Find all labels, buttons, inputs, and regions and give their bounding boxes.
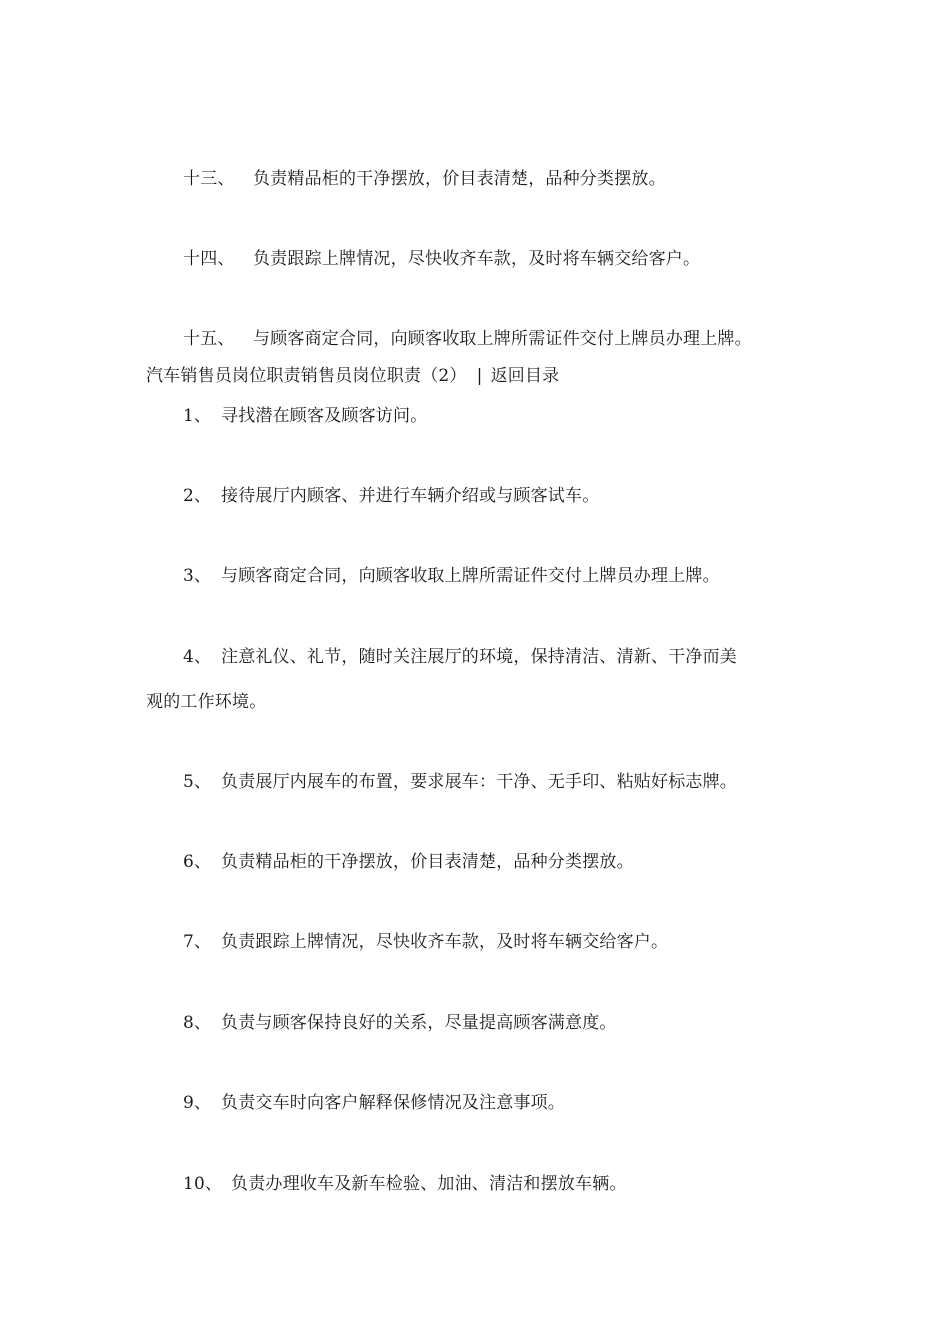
item-number: 10、 <box>183 1174 223 1194</box>
list-item <box>183 247 700 271</box>
list-item <box>183 564 720 588</box>
item-text: 负责精品柜的干净摆放，价目表清楚，品种分类摆放。 <box>253 169 666 189</box>
list-item <box>183 167 666 191</box>
item-number: 2、 <box>183 486 212 506</box>
item-text: 与顾客商定合同，向顾客收取上牌所需证件交付上牌员办理上牌。 <box>221 566 720 586</box>
list-item <box>183 1011 617 1035</box>
list-item <box>183 930 668 954</box>
item-text: 负责精品柜的干净摆放，价目表清楚，品种分类摆放。 <box>221 852 634 872</box>
item-number: 6、 <box>183 852 212 872</box>
list-item <box>183 1091 565 1115</box>
item-text: 负责跟踪上牌情况，尽快收齐车款，及时将车辆交给客户。 <box>253 249 701 269</box>
item-number: 十三、 <box>183 169 235 189</box>
item-text: 接待展厅内顾客、并进行车辆介绍或与顾客试车。 <box>221 486 600 506</box>
list-item <box>183 850 634 874</box>
item-number: 4、 <box>183 647 212 667</box>
item-number: 7、 <box>183 932 212 952</box>
item-number: 十四、 <box>183 249 235 269</box>
list-item <box>183 327 752 351</box>
item-text: 负责交车时向客户解释保修情况及注意事项。 <box>221 1093 565 1113</box>
item-text: 负责展厅内展车的布置，要求展车：干净、无手印、粘贴好标志牌。 <box>221 772 737 792</box>
list-item <box>183 404 427 428</box>
item-text: 负责跟踪上牌情况，尽快收齐车款，及时将车辆交给客户。 <box>221 932 669 952</box>
section-heading <box>146 364 559 388</box>
heading-separator: | <box>476 366 483 386</box>
heading-title: 汽车销售员岗位职责销售员岗位职责（2） <box>146 366 467 386</box>
item-text: 注意礼仪、礼节，随时关注展厅的环境，保持清洁、清新、干净而美 <box>221 647 737 667</box>
item-number: 十五、 <box>183 329 235 349</box>
list-item <box>183 1172 627 1196</box>
back-to-contents-link[interactable]: 返回目录 <box>490 366 560 386</box>
list-item <box>183 645 737 669</box>
item-number: 8、 <box>183 1013 212 1033</box>
list-item <box>183 770 737 794</box>
item-text: 负责与顾客保持良好的关系，尽量提高顾客满意度。 <box>221 1013 617 1033</box>
item-number: 3、 <box>183 566 212 586</box>
item-number: 5、 <box>183 772 212 792</box>
item-text: 与顾客商定合同，向顾客收取上牌所需证件交付上牌员办理上牌。 <box>253 329 752 349</box>
item-text: 寻找潜在顾客及顾客访问。 <box>221 406 428 426</box>
item-number: 1、 <box>183 406 212 426</box>
list-item <box>183 484 599 508</box>
item-number: 9、 <box>183 1093 212 1113</box>
item-text: 负责办理收车及新车检验、加油、清洁和摆放车辆。 <box>231 1174 627 1194</box>
item-text-continuation: 观的工作环境。 <box>146 692 267 712</box>
list-item-continuation <box>146 690 266 714</box>
